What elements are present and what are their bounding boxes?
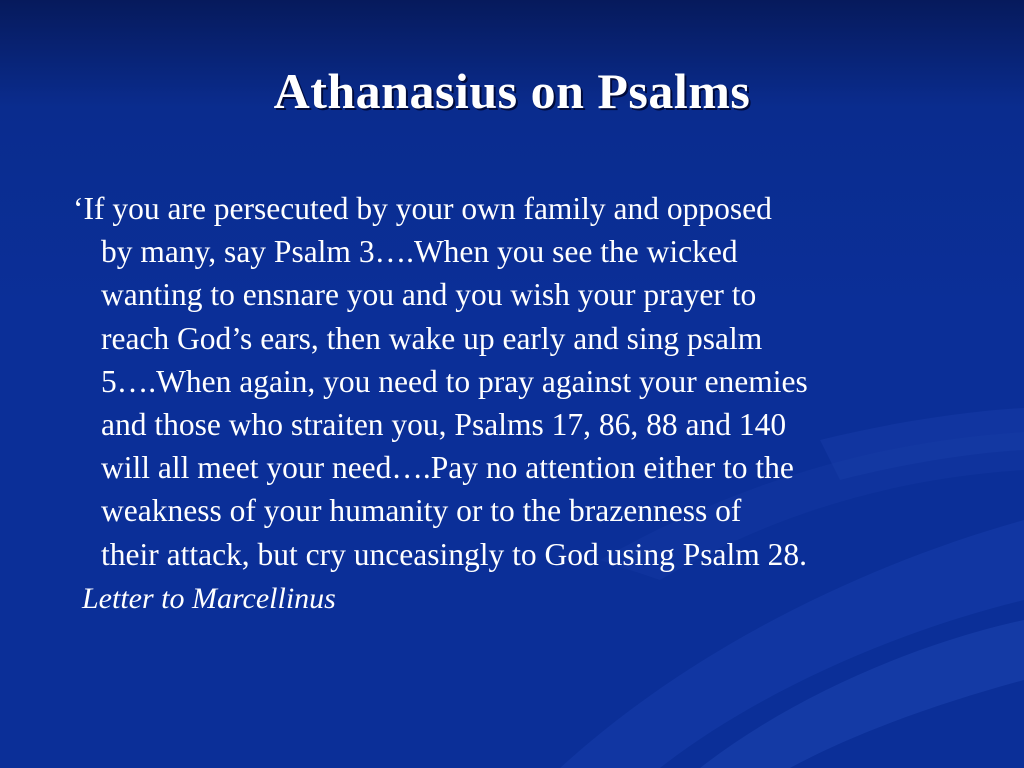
- quote-line: wanting to ensnare you and you wish your prayer to: [101, 277, 757, 313]
- quote-line: their attack, but cry unceasingly to God using Psalm 28.: [101, 536, 807, 572]
- quote-line: will all meet your need….Pay no attention either to the: [101, 450, 794, 486]
- quote-line: by many, say Psalm 3….When you see the wicked: [101, 234, 738, 270]
- quote-line: 5….When again, you need to pray against your enemies: [101, 363, 808, 399]
- quote-attribution: Letter to Marcellinus: [82, 582, 336, 615]
- quote-line: and those who straiten you, Psalms 17, 86, 88 and 140: [101, 407, 787, 443]
- quote-line: ‘If you are persecuted by your own family and opposed: [73, 191, 772, 226]
- quote-line: weakness of your humanity or to the brazenness of: [101, 493, 742, 529]
- quote-text: [73, 187, 971, 576]
- slide-title: Athanasius on Psalms: [273, 63, 751, 119]
- quote-line: reach God’s ears, then wake up early and sing psalm: [101, 320, 763, 356]
